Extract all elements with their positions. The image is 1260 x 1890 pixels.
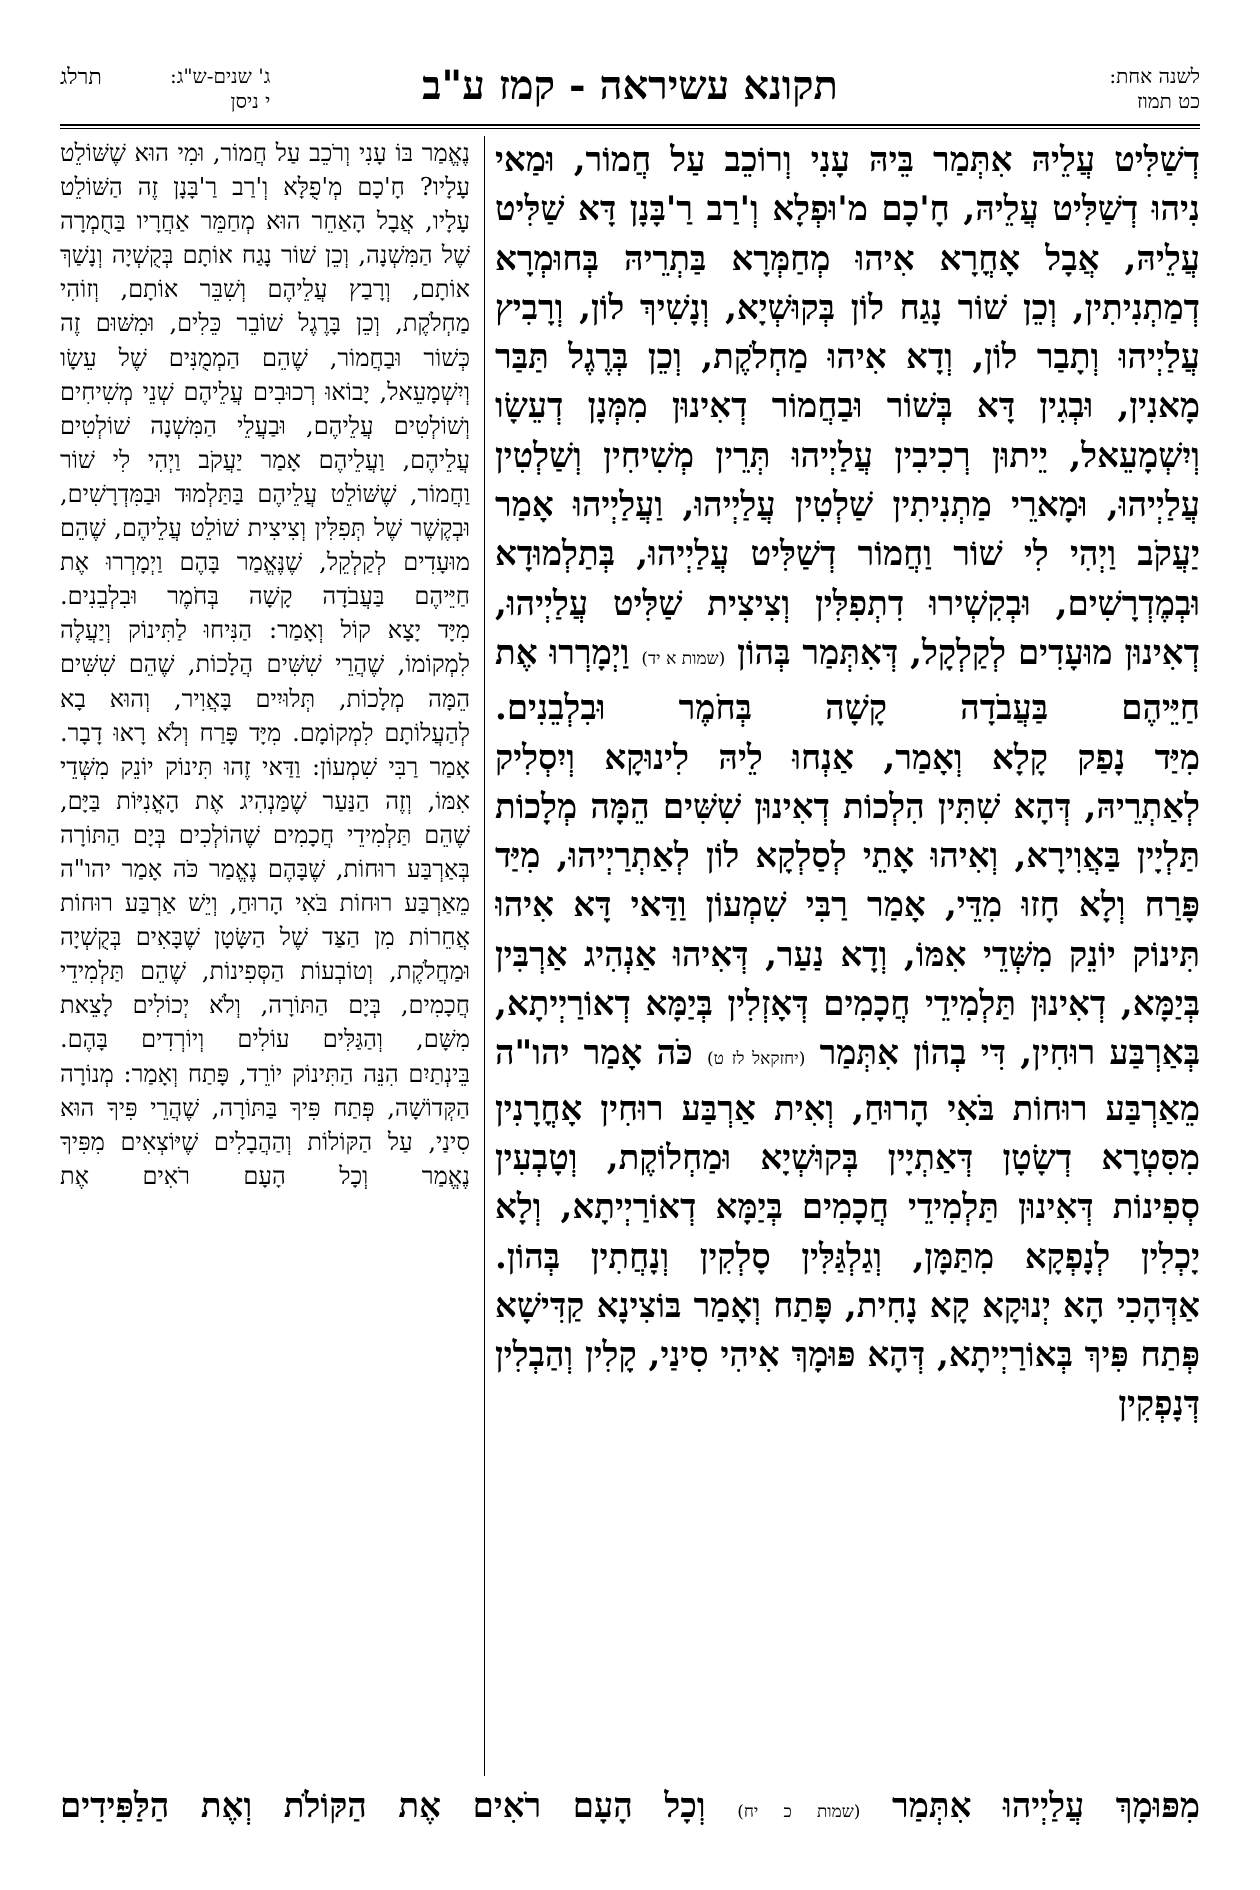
- schedule-label-one-year: לשנה אחת:: [1109, 64, 1200, 88]
- verse-reference: (שמות כ יח): [737, 1802, 861, 1822]
- bottom-line: [60, 1782, 1200, 1837]
- bottom-text: מִפּוּמָךְ עֲלַיְיהוּ אִתְּמַר: [892, 1786, 1200, 1826]
- commentary-paragraph: מִיָּד יָצָא קוֹל וְאָמַר: הַנִּיחוּ לַתִּינוֹק וְיַעֲלֶה לִמְקוֹמוֹ, שֶׁהֲרֵי שִׁשִּׁים הֲלָכוֹת, שֶׁהֵם שִׁשִּׁים הֵמָּה מְלָכוֹת, תְּלוּיִים בָּאֲוִיר, וְהוּא בָא לְהַעֲלוֹתָם לִמְקוֹמָם. מִיָּד פָּרַח וְלֹא רָאוּ דָבָר. אָמַר רַבִּי שִׁמְעוֹן: וַדַּאי זֶהוּ תִּינוֹק יוֹנֵק מִשְּׁדֵי אִמּוֹ, וְזֶה הַנַּעַר שֶׁמַּנְהִיג אֶת הָאֳנִיּוֹת בַּיָּם, שֶׁהֵם תַּלְמִידֵי חֲכָמִים שֶׁהוֹלְכִים בְּיָם הַתּוֹרָה בְּאַרְבַּע רוּחוֹת, שֶׁבָּהֶם נֶאֱמַר כֹּה אָמַר יהו"ה מֵאַרְבַּע רוּחוֹת בֹּאִי הָרוּחַ, וְיֵשׁ אַרְבַּע רוּחוֹת אֲחֵרוֹת מִן הַצַּד שֶׁל הַשָּׂטָן שֶׁבָּאִים בְּקֻשְׁיָה וּמַחֲלֹקֶת, וְטוֹבְעוֹת הַסְּפִינוֹת, שֶׁהֵם תַּלְמִידֵי חֲכָמִים, בְּיָם הַתּוֹרָה, וְלֹא יְכוֹלִים לָצֵאת מִשָּׁם, וְהַגַּלִּים עוֹלִים וְיוֹרְדִים בָּהֶם.: [60, 616, 470, 1054]
- page-title: תקונא עשיראה - קמז ע"ב: [422, 62, 838, 109]
- schedule-date-one-year: כט תמוז: [1137, 89, 1200, 113]
- main-text: מִיַּד נָפַק קָלָא וְאָמַר, אַנְחוּ לֵיהּ לִינוּקָא וְיִסְלִיק לְאַתְרֵיהּ, דְּהָא שִׁתִּין הִלְכוֹת דְאִינוּן שִׁשִּׁים הֵמָּה מְלָכוֹת תַּלְיָין בַּאֲוִירָא, וְאִיהוּ אָתֵי לְסַלְקָא לוֹן לְאַתְרַיְיהוּ, מִיַּד פָּרַח וְלָא חָזוּ מִדֵּי, אָמַר רַבִּי שִׁמְעוֹן וַדַּאי דָּא אִיהוּ תִּינוֹק יוֹנֵק מִשְּׁדֵי אִמּוֹ, וְדָא נַעַר, דְּאִיהוּ אַנְהִיג אַרְבִּין בְּיַמָּא, דְאִינוּן תַּלְמִידֵי חֲכָמִים דְּאָזְלִין בְּיַמָּא דְאוֹרַיְיתָא, בְּאַרְבַּע רוּחִין, דִּי בְהוֹן אִתְּמַר: [495, 737, 1200, 1074]
- main-text: וַיְמָרְרוּ אֶת חַיֵּיהֶם בַּעֲבֹדָה קָשָׁה בְּחֹמֶר וּבִלְבֵנִים.: [495, 632, 1200, 729]
- commentary-column: [60, 136, 470, 1776]
- column-divider: [484, 136, 485, 1776]
- commentary-paragraph: נֶאֱמַר בּוֹ עָנִי וְרֹכֵב עַל חֲמוֹר, וּמִי הוּא שֶׁשּׁוֹלֵט עָלָיו? חָ'כָם מְ'פֻלָּא וְ'רַב רַ'בָּנָן זֶה הַשּׁוֹלֵט עָלָיו, אֲבָל הָאַחֵר הוּא מְחַמֵּר אַחֲרָיו בַּחֻמְרָה שֶׁל הַמִּשְׁנָה, וְכֵן שׁוֹר נָגַח אוֹתָם בְּקֻשְׁיָה וְנָשַׁךְ אוֹתָם, וְרָבַץ עֲלֵיהֶם וְשִׁבֵּר אוֹתָם, וְזוֹהִי מַחְלֹקֶת, וְכֵן בָּרֶגֶל שׁוֹבֵר כֵּלִים, וּמִשּׁוּם זֶה כְּשׁוֹר וּבַחֲמוֹר, שֶׁהֵם הַמְמֻנִּים שֶׁל עֵשָׂו וְיִשְׁמָעֵאל, יָבוֹאוּ רְכוּבִים עֲלֵיהֶם שְׁנֵי מְשִׁיחִים וְשׁוֹלְטִים עֲלֵיהֶם, וּבַעֲלֵי הַמִּשְׁנָה שׁוֹלְטִים עֲלֵיהֶם, וַעֲלֵיהֶם אָמַר יַעֲקֹב וַיְהִי לִי שׁוֹר וַחֲמוֹר, שֶׁשּׁוֹלֵט עֲלֵיהֶם בַּתַּלְמוּד וּבַמִּדְרָשִׁים, וּבְקֶשֶׁר שֶׁל תְּפִלִּין וְצִיצִית שׁוֹלֵט עֲלֵיהֶם, שֶׁהֵם מוּעָדִים לְקַלְקֵל, שֶׁנֶּאֱמַר בָּהֶם וַיְמָרְרוּ אֶת חַיֵּיהֶם בַּעֲבֹדָה קָשָׁה בְּחֹמֶר וּבִלְבֵנִים.: [60, 139, 470, 611]
- schedule-label-three-years: ג' שנים-ש"ג:: [170, 64, 271, 88]
- verse-reference: (יחזקאל לז ט): [707, 1049, 806, 1070]
- main-paragraph: אַדְּהָכִי הָא יְנוּקָא קָא נָחִית, פָּתַח וְאָמַר בּוֹצִינָא קַדִּישָׁא פְּתַח פִּיךְ בְּאוֹרַיְיתָא, דְּהָא פּוּמָךְ אִיהִי סִינַי, קָלִין וְהַבְלִין דְּנָפְקִין: [495, 1285, 1200, 1425]
- page-number: תרלג: [60, 65, 102, 90]
- main-text: כֹּה אָמַר יהו"ה מֵאַרְבַּע רוּחוֹת בֹּאִי הָרוּחַ, וְאִית אַרְבַּע רוּחִין אָחֳרָנִין מִסִּטְרָא דְשָׂטָן דְּאַתְיָין בְּקוּשְׁיָא וּמַחְלוֹקֶת, וְטָבְעִין סְפִינוֹת דְּאִינוּן תַּלְמִידֵי חֲכָמִים בְּיַמָּא דְאוֹרַיְיתָא, וְלָא יָכְלִין לְנָפְקָא מִתַּמָּן, וְגַלְגַּלִּין סָלְקִין וְנָחֲתִין בְּהוֹן.: [495, 1033, 1200, 1277]
- header-rule-thin: [60, 128, 1200, 129]
- header-rule: [60, 124, 1200, 126]
- bottom-text: וְכָל הָעָם רֹאִים אֶת הַקּוֹלֹת וְאֶת הַלַּפִּידִים: [60, 1786, 706, 1826]
- page-header: [60, 60, 1200, 130]
- main-text-column: [495, 136, 1200, 1776]
- schedule-note-left: [170, 64, 270, 114]
- main-text: דְשַׁלִּיט עֲלֵיהּ אִתְּמַר בֵּיהּ עָנִי וְרוֹכֵב עַל חֲמוֹר, וּמַאי נִיהוּ דְשַׁלִּיט עֲלֵיהּ, חָ'כָם מ'וּפְלָא וְ'רַב רַ'בָּנָן דָּא שַׁלִּיט עֲלֵיהּ, אֲבָל אָחֳרָא אִיהוּ מְחַמְּרָא בַּתְרֵיהּ בְּחוּמְרָא דְמַתְנִיתִין, וְכֵן שׁוֹר נָגַח לוֹן בְּקוּשְׁיָא, וְנָשִׁיךְ לוֹן, וְרָבִיץ עֲלַיְיהוּ וְתָבַר לוֹן, וְדָא אִיהוּ מַחְלֹקֶת, וְכֵן בְּרֶגֶל תַּבַּר מָאנִין, וּבְגִין דָּא בְּשׁוֹר וּבַחֲמוֹר דְאִינוּן מִמְּנָן דְעֵשָׂו וְיִשְׁמָעֵאל, יֵיתוּן רְכִיבִין עֲלַיְיהוּ תְּרֵין מְשִׁיחִין וְשַׁלְטִין עֲלַיְיהוּ, וּמָארֵי מַתְנִיתִין שַׁלְטִין עֲלַיְיהוּ, וַעֲלַיְיהוּ אָמַר יַעֲקֹב וַיְהִי לִי שׁוֹר וַחֲמוֹר דְשַׁלִּיט עֲלַיְיהוּ, בְּתַלְמוּדָא וּבְמֶדְרָשִׁים, וּבְקִשְׁירוּ דִתְפִלִּין וְצִיצִית שַׁלִּיט עֲלַיְיהוּ, דְאִינוּן מוּעָדִים לְקַלְקָל, דְּאִתְּמַר בְּהוֹן: [495, 140, 1200, 673]
- main-paragraph: [495, 734, 1200, 1282]
- schedule-date-three-years: י ניסן: [230, 89, 271, 113]
- commentary-paragraph: בֵּינְתַיִם הִנֵּה הַתִּינוֹק יוֹרֵד, פָּתַח וְאָמַר: מְנוֹרָה הַקְּדוֹשָׁה, פְּתַח פִּיךָ בַּתּוֹרָה, שֶׁהֲרֵי פִּיךָ הוּא סִינַי, עַל הַקּוֹלוֹת וְהַהֲבָלִים שֶׁיּוֹצְאִים מִפִּיךָ נֶאֱמַר וְכָל הָעָם רֹאִים אֶת: [60, 1059, 470, 1190]
- verse-reference: (שמות א יד): [641, 648, 726, 669]
- main-paragraph: [495, 136, 1200, 734]
